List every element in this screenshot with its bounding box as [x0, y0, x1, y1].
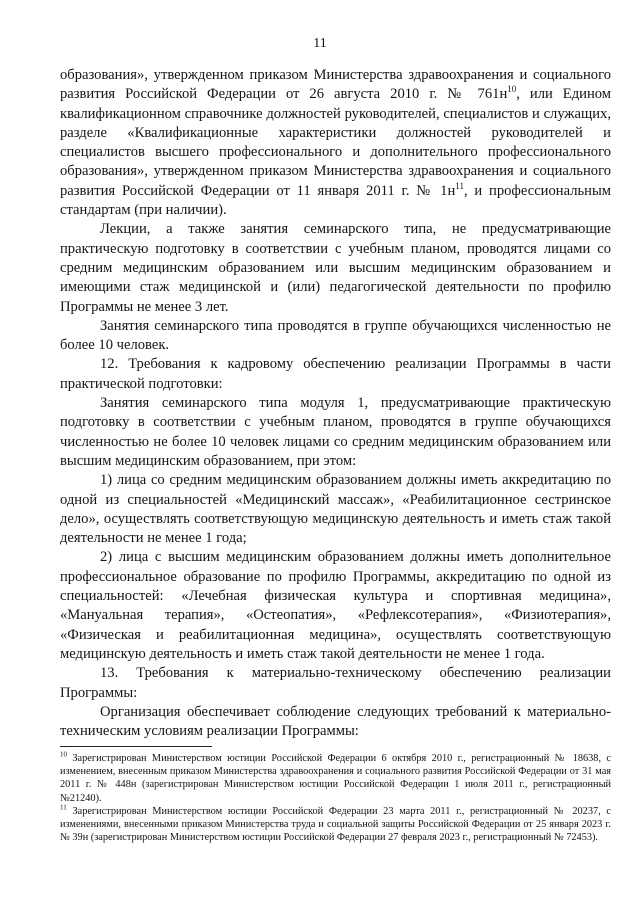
page-number: 11 [313, 36, 327, 51]
paragraph-lecture-requirements [60, 220, 611, 316]
paragraph-secondary-education-staff [60, 471, 611, 548]
text-run: Занятия семинарского типа проводятся в группе обучающихся численностью не более 10 человек. [60, 317, 611, 354]
paragraph-item-12-heading [60, 355, 611, 394]
text-run: Занятия семинарского типа модуля 1, предусматривающие практическую подготовку в соответствии с учебным планом, проводятся в группе обучающихся численностью не более 10 человек лицами со средним медицинским образованием или высшим медицинским образованием, при этом: [60, 395, 611, 469]
document-body [60, 66, 611, 741]
paragraph-item-13-heading [60, 664, 611, 703]
text-run: Зарегистрирован Министерством юстиции Российской Федерации 6 октября 2010 г., регистрационный № 18638, с изменением, внесенным приказом Министерства здравоохранения и социального развития Российской Федерации от 31 мая 2011 г. № 448н (зарегистрирован Министерством юстиции Российской Федерации 1 июля 2011 г., регистрационный №21240). [60, 753, 611, 804]
text-run: 2) лица с высшим медицинским образованием должны иметь дополнительное профессиональное образование по профилю Программы, аккредитацию по одной из специальностей: «Лечебная физическая культура и спортивная медицина», «Мануальная терапия», «Остеопатия», «Рефлексотерапия», «Физиотерапия», «Физическая и реабилитационная медицина», осуществлять соответствующую медицинскую деятельность и иметь стаж такой деятельности не менее 1 года. [60, 549, 611, 662]
paragraph-higher-education-staff [60, 548, 611, 664]
paragraph-continuation [60, 66, 611, 220]
footnote-marker: 11 [455, 180, 464, 191]
paragraph-organization-requirements [60, 703, 611, 742]
text-run: 13. Требования к материально-техническому обеспечению реализации Программы: [60, 665, 611, 701]
footnote-marker: 11 [60, 803, 67, 812]
text-run: Лекции, а также занятия семинарского типа, не предусматривающие практическую подготовку в соответствии с учебным планом, проводятся лицами со средним медицинским образованием или высшим медицинским образованием и имеющими стаж медицинской и (или) педагогической деятельности по профилю Программы не менее 3 лет. [60, 221, 611, 315]
paragraph-seminar-group-size [60, 317, 611, 356]
text-run: образования», утвержденном приказом Министерства здравоохранения и социального развития Российской Федерации от 26 августа 2010 г. № 761н [60, 67, 611, 103]
footnote-marker: 10 [60, 750, 67, 759]
footnote-divider [60, 746, 212, 747]
footnote-10 [60, 752, 611, 805]
text-run: , или Едином квалификационном справочнике должностей руководителей, специалистов и служащих, разделе «Квалификационные характеристики должностей руководителей и специалистов высшего профессионального и дополнительного профессионального образования», утвержденном приказом Министерства здравоохранения и социального развития Российской Федерации от 11 января 2011 г. № 1н [60, 86, 612, 199]
footnotes [60, 752, 611, 844]
paragraph-module-1-seminars [60, 394, 611, 471]
footnote-marker: 10 [507, 84, 517, 95]
text-run: 12. Требования к кадровому обеспечению реализации Программы в части практической подготовки: [60, 356, 611, 392]
text-run: Зарегистрирован Министерством юстиции Российской Федерации 23 марта 2011 г., регистрационный № 20237, с изменениями, внесенными приказом Министерства труда и социальной защиты Российской Федерации от 25 января 2023 г. № 39н (зарегистрирован Министерством юстиции Российской Федерации 27 февраля 2023 г., регистрационный № 72453). [60, 805, 611, 844]
footnote-11 [60, 805, 611, 845]
text-run: 1) лица со средним медицинским образованием должны иметь аккредитацию по одной из специальностей «Медицинский массаж», «Реабилитационное сестринское дело», осуществлять соответствующую медицинскую деятельность и иметь стаж такой деятельности не менее 1 года; [60, 472, 611, 547]
text-run: Организация обеспечивает соблюдение следующих требований к материально-техническим условиям реализации Программы: [60, 703, 611, 740]
text-run: , и профессиональным стандартам (при наличии). [60, 182, 611, 219]
